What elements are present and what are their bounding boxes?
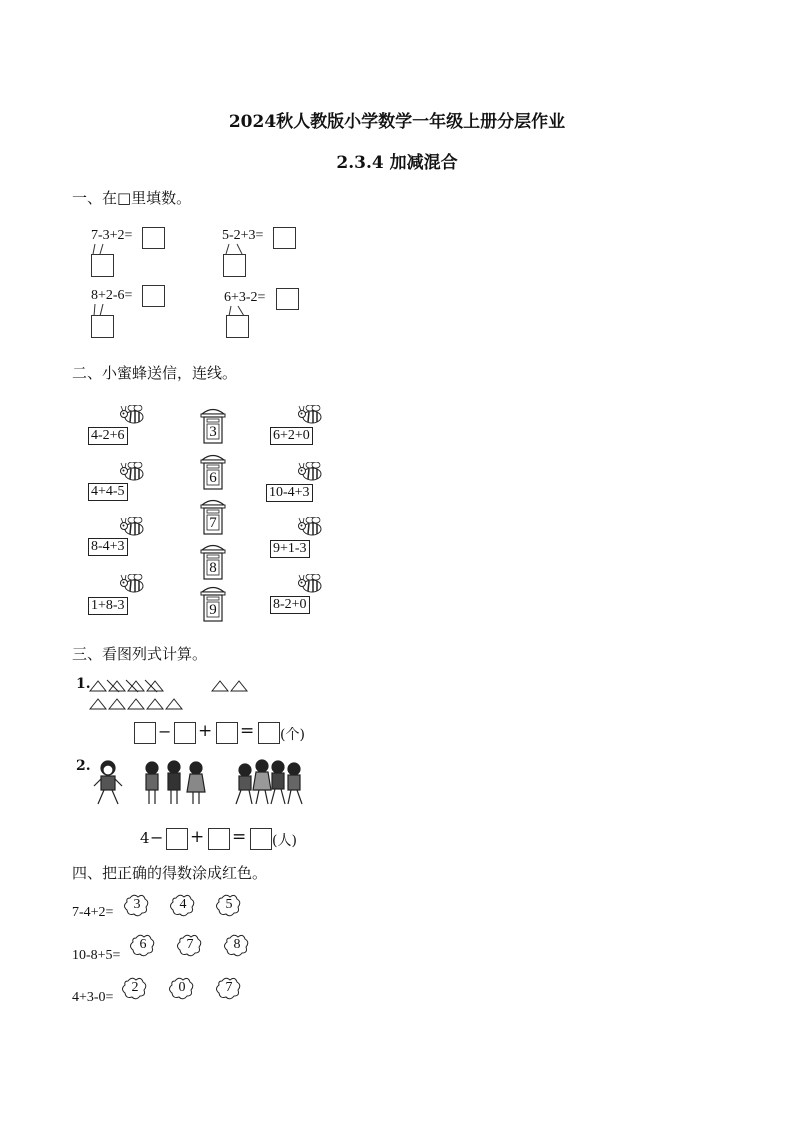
split-box[interactable] bbox=[223, 254, 246, 277]
equation-text: 5-2+3= bbox=[222, 228, 264, 243]
answer-box[interactable] bbox=[166, 828, 188, 850]
plus-sign: + bbox=[198, 721, 213, 741]
expression: 7-4+2= bbox=[72, 905, 114, 920]
answer-cloud[interactable] bbox=[169, 977, 195, 1001]
cloud-number: 6 bbox=[139, 937, 147, 952]
answer-box[interactable] bbox=[250, 828, 272, 850]
answer-box[interactable] bbox=[142, 285, 165, 307]
start-number: 4 bbox=[140, 829, 150, 847]
equation-text: 6+3-2= bbox=[224, 290, 266, 305]
cloud-number: 2 bbox=[131, 980, 139, 995]
answer-box[interactable] bbox=[276, 288, 299, 310]
answer-box[interactable] bbox=[258, 722, 280, 744]
page-title: 2024秋人教版小学数学一年级上册分层作业 bbox=[228, 112, 566, 132]
bee-card-right[interactable]: 9+1-3 bbox=[270, 540, 310, 558]
bee-icon bbox=[298, 574, 330, 598]
cloud-number: 7 bbox=[225, 980, 233, 995]
bee-card-right[interactable]: 8-2+0 bbox=[270, 596, 310, 614]
bee-card-left[interactable]: 4+4-5 bbox=[88, 483, 128, 501]
expression: 4+3-0= bbox=[72, 990, 114, 1005]
equation-text: 7-3+2= bbox=[91, 228, 133, 243]
mailbox[interactable] bbox=[200, 584, 226, 624]
bee-card-left[interactable]: 8-4+3 bbox=[88, 538, 128, 556]
page-subtitle: 2.3.4 加减混合 bbox=[336, 153, 458, 173]
answer-cloud[interactable] bbox=[122, 977, 148, 1001]
answer-box[interactable] bbox=[208, 828, 230, 850]
bee-icon bbox=[298, 517, 330, 541]
answer-cloud[interactable] bbox=[224, 934, 250, 958]
answer-cloud[interactable] bbox=[124, 894, 150, 918]
cloud-number: 4 bbox=[179, 897, 187, 912]
bee-card-right[interactable]: 6+2+0 bbox=[270, 427, 313, 445]
expression: 10-8+5= bbox=[72, 948, 121, 963]
cloud-number: 5 bbox=[225, 897, 233, 912]
mailbox[interactable] bbox=[200, 452, 226, 492]
section-3-heading: 三、看图列式计算。 bbox=[72, 645, 208, 663]
mailbox-number: 9 bbox=[209, 602, 217, 618]
answer-cloud[interactable] bbox=[216, 894, 242, 918]
mailbox[interactable] bbox=[200, 542, 226, 582]
equation-text: 8+2-6= bbox=[91, 288, 133, 303]
equals-sign: = bbox=[240, 721, 255, 741]
answer-box[interactable] bbox=[216, 722, 238, 744]
mailbox-number: 8 bbox=[209, 560, 217, 576]
mailbox[interactable] bbox=[200, 406, 226, 446]
unit-label: (人) bbox=[272, 833, 297, 849]
answer-cloud[interactable] bbox=[170, 894, 196, 918]
section-2-heading: 二、小蜜蜂送信，连线。 bbox=[72, 364, 238, 382]
equals-sign: = bbox=[232, 827, 247, 847]
mailbox-number: 3 bbox=[209, 424, 217, 440]
bee-icon bbox=[120, 405, 152, 429]
cloud-number: 3 bbox=[133, 897, 141, 912]
cloud-number: 8 bbox=[233, 937, 241, 952]
bee-icon bbox=[120, 574, 152, 598]
bee-card-left[interactable]: 4-2+6 bbox=[88, 427, 128, 445]
unit-label: (个) bbox=[280, 727, 305, 743]
mailbox[interactable] bbox=[200, 497, 226, 537]
minus-sign: − bbox=[158, 722, 172, 741]
mailbox-number: 7 bbox=[209, 515, 217, 531]
answer-cloud[interactable] bbox=[130, 934, 156, 958]
cloud-number: 0 bbox=[178, 980, 186, 995]
question-number: 2. bbox=[76, 758, 91, 774]
bee-icon bbox=[298, 462, 330, 486]
minus-sign: − bbox=[150, 828, 164, 847]
section-1-heading: 一、在□里填数。 bbox=[72, 189, 192, 207]
answer-box[interactable] bbox=[134, 722, 156, 744]
split-box[interactable] bbox=[226, 315, 249, 338]
mailbox-number: 6 bbox=[209, 470, 217, 486]
children-illustration bbox=[90, 756, 310, 812]
bee-icon bbox=[298, 405, 330, 429]
bee-card-left[interactable]: 1+8-3 bbox=[88, 597, 128, 615]
answer-cloud[interactable] bbox=[177, 934, 203, 958]
plus-sign: + bbox=[190, 827, 205, 847]
split-box[interactable] bbox=[91, 254, 114, 277]
bee-card-right[interactable]: 10-4+3 bbox=[266, 484, 313, 502]
split-box[interactable] bbox=[91, 315, 114, 338]
section-4-heading: 四、把正确的得数涂成红色。 bbox=[72, 864, 268, 882]
answer-box[interactable] bbox=[174, 722, 196, 744]
answer-box[interactable] bbox=[142, 227, 165, 249]
triangles-figure bbox=[88, 676, 258, 712]
answer-box[interactable] bbox=[273, 227, 296, 249]
cloud-number: 7 bbox=[186, 937, 194, 952]
answer-cloud[interactable] bbox=[216, 977, 242, 1001]
question-number: 1. bbox=[76, 676, 91, 692]
